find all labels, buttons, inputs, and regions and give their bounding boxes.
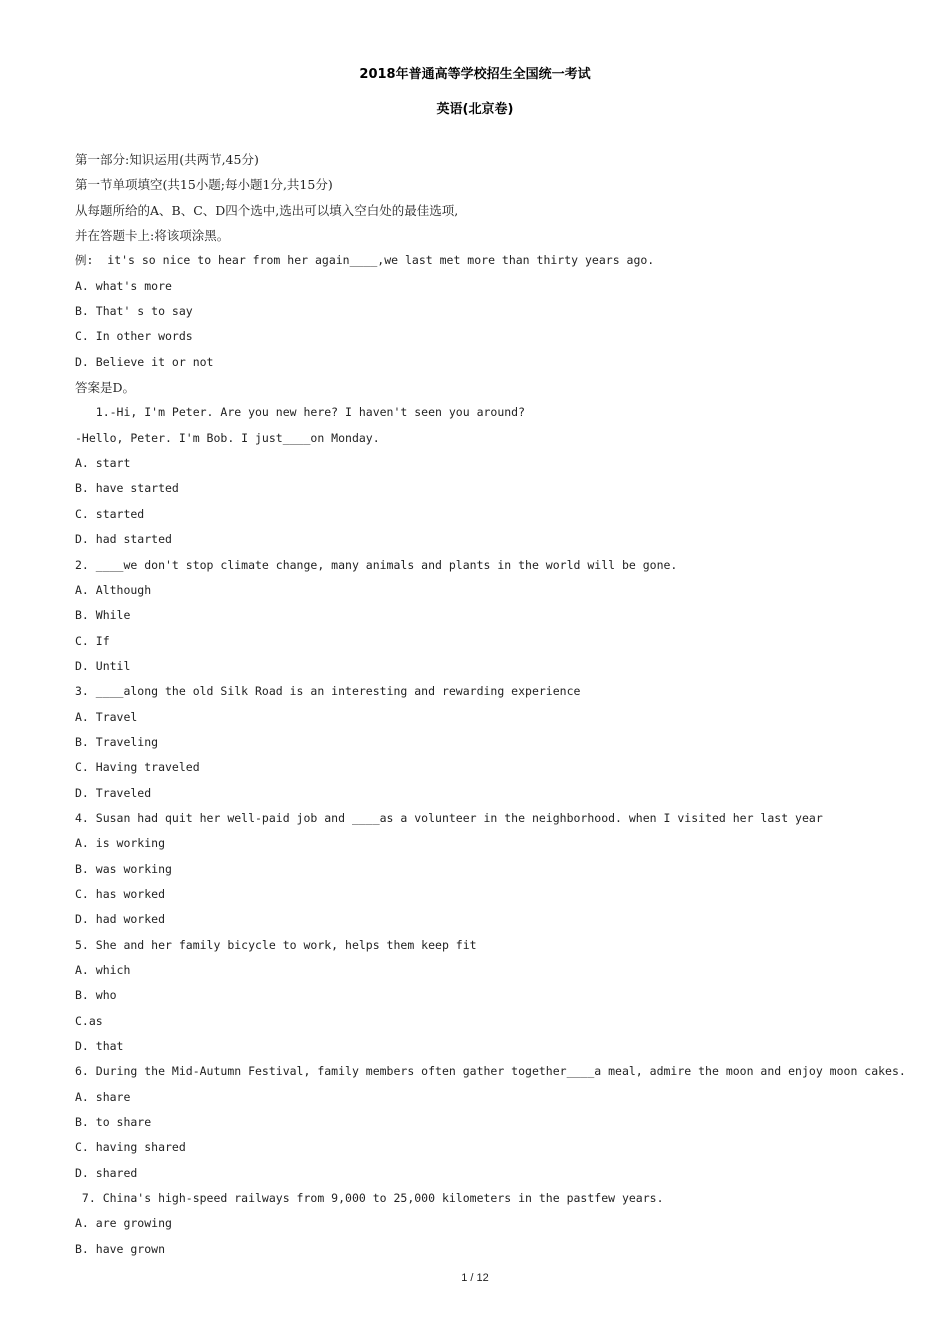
option-line: B. who <box>75 988 117 1003</box>
option-line: A. share <box>75 1089 131 1104</box>
option-line: D. shared <box>75 1165 138 1180</box>
question-content <box>75 147 915 1262</box>
question-line: 5. She and her family bicycle to work, helps them keep fit <box>75 937 477 952</box>
option-line: B. That' s to say <box>75 304 193 319</box>
option-line: A. Although <box>75 582 152 597</box>
example-question: 例: it's so nice to hear from her again____,we last met more than thirty years ago. <box>75 253 655 268</box>
option-line: C. Having traveled <box>75 760 200 775</box>
option-line: A. start <box>75 456 131 471</box>
exam-title: 2018年普通高等学校招生全国统一考试 <box>359 67 591 82</box>
question-line: 3. ____along the old Silk Road is an interesting and rewarding experience <box>75 684 581 699</box>
subsection-heading: 第一节单项填空(共15小题;每小题1分,共15分) <box>75 177 333 193</box>
option-line: D. had worked <box>75 912 166 927</box>
question-line: -Hello, Peter. I'm Bob. I just____on Monday. <box>75 430 380 445</box>
option-line: B. Traveling <box>75 734 159 749</box>
option-line: D. Until <box>75 658 131 673</box>
option-line: B. have started <box>75 481 179 496</box>
question-line: 7. China's high-speed railways from 9,000 to 25,000 kilometers in the pastfew years. <box>75 1191 664 1206</box>
option-line: D. had started <box>75 532 172 547</box>
question-line: 6. During the Mid-Autumn Festival, family members often gather together____a meal, admire the moon and enjoy moon cakes. <box>75 1064 906 1079</box>
section-heading: 第一部分:知识运用(共两节,45分) <box>75 152 259 167</box>
option-line: C. having shared <box>75 1140 186 1155</box>
page-number: 1 / 12 <box>461 1272 489 1284</box>
question-line: 2. ____we don't stop climate change, many animals and plants in the world will be gone. <box>75 557 678 572</box>
option-line: B. While <box>75 608 131 623</box>
option-line: B. to share <box>75 1115 152 1130</box>
instruction-line: 并在答题卡上:将该项涂黑。 <box>75 228 230 244</box>
option-line: A. Travel <box>75 709 138 724</box>
instruction-line: 从每题所给的A、B、C、D四个选中,选出可以填入空白处的最佳选项, <box>75 202 459 218</box>
example-answer: 答案是D。 <box>75 380 136 396</box>
option-line: B. have grown <box>75 1241 166 1256</box>
option-line: D. Traveled <box>75 785 152 800</box>
option-line: A. what's more <box>75 278 172 293</box>
option-line: C.as <box>75 1013 103 1028</box>
option-line: D. that <box>75 1039 124 1054</box>
option-line: B. was working <box>75 861 172 876</box>
option-line: A. which <box>75 963 131 977</box>
option-line: A. is working <box>75 836 166 851</box>
option-line: D. Believe it or not <box>75 354 214 369</box>
option-line: C. started <box>75 506 145 521</box>
option-line: A. are growing <box>75 1216 172 1231</box>
question-line: 4. Susan had quit her well-paid job and ____as a volunteer in the neighborhood. when I visited her last year <box>75 810 823 825</box>
exam-subtitle: 英语(北京卷) <box>436 102 514 117</box>
question-line: 1.-Hi, I'm Peter. Are you new here? I haven't seen you around? <box>75 405 526 420</box>
option-line: C. In other words <box>75 329 193 344</box>
option-line: C. If <box>75 633 110 648</box>
option-line: C. has worked <box>75 886 166 901</box>
